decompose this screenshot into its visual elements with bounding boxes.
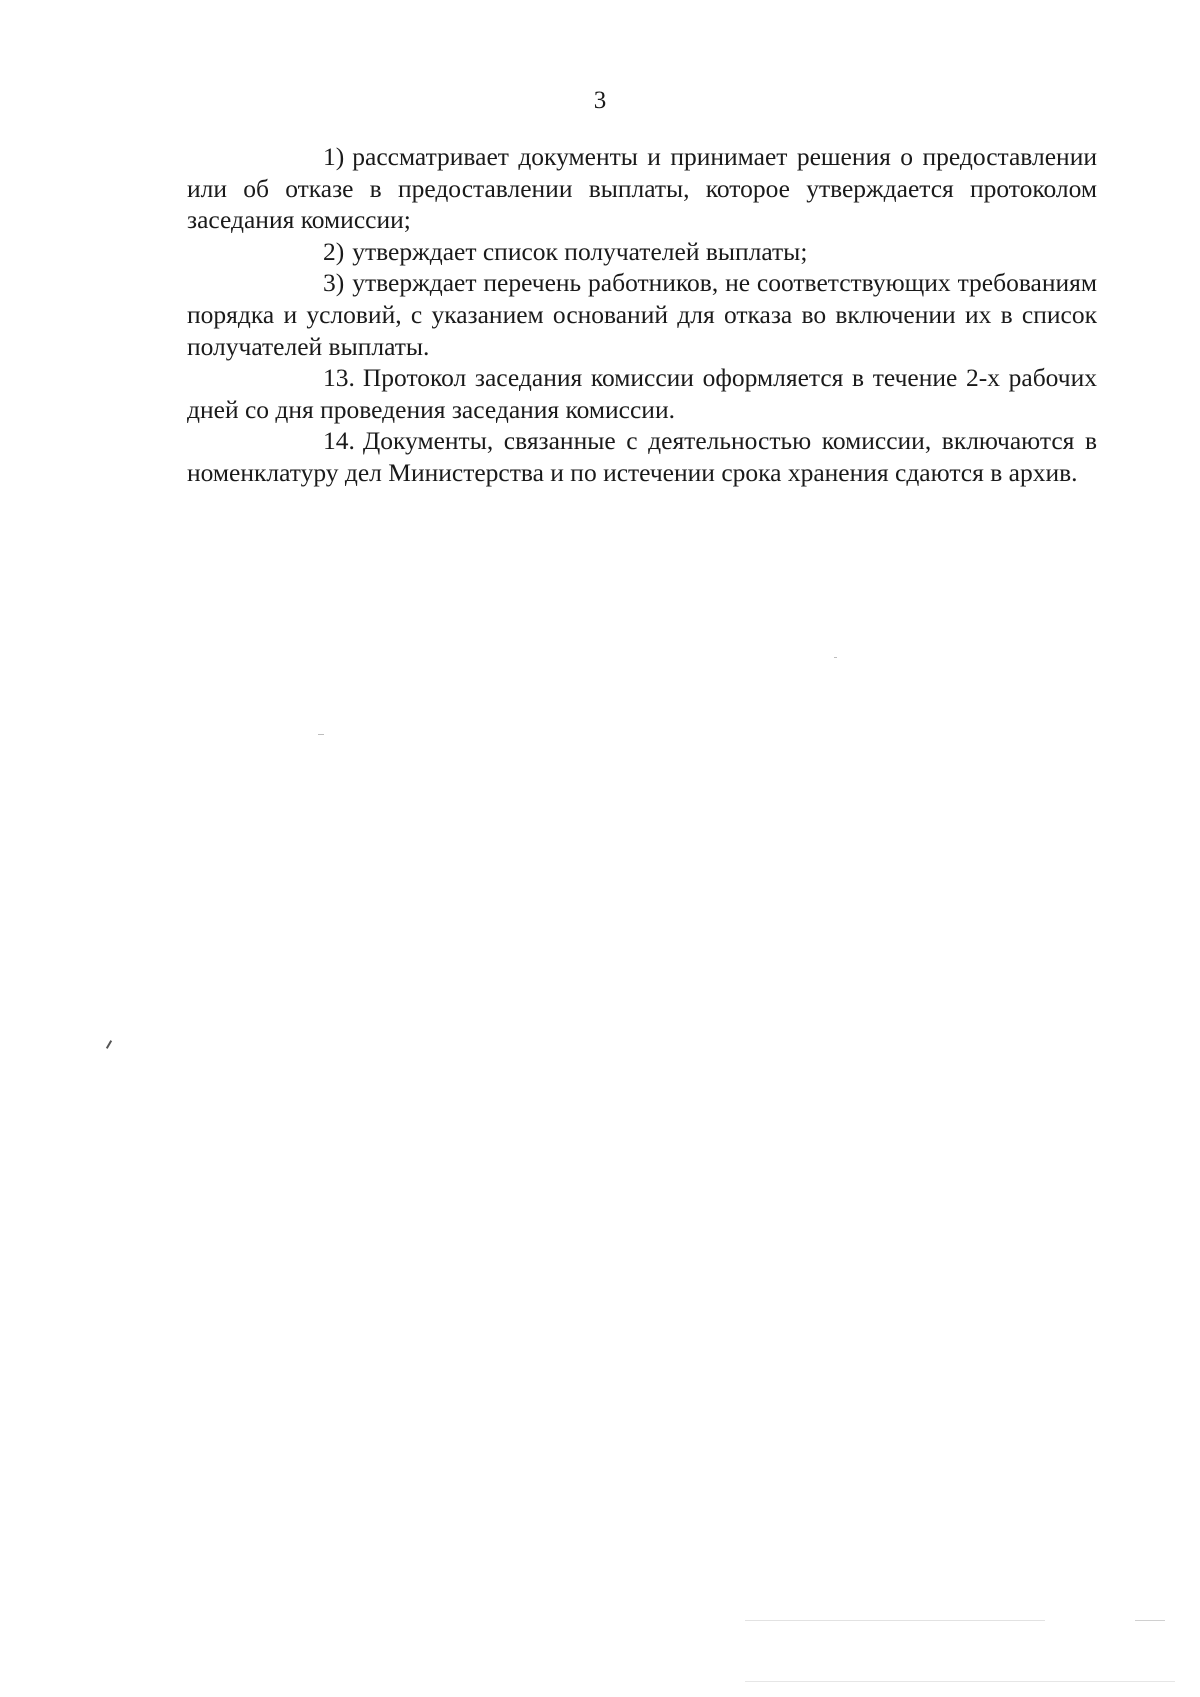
scan-speck bbox=[106, 1040, 112, 1049]
scan-speck bbox=[834, 657, 837, 658]
item-number: 3) bbox=[323, 268, 345, 298]
section-text: Документы, связанные с деятельностью комиссии, включаются в номенклатуру дел Министерства и по истечении срока хранения сдаются в архив. bbox=[187, 426, 1097, 487]
item-text: утверждает список получателей выплаты; bbox=[352, 236, 808, 266]
section-text: Протокол заседания комиссии оформляется в течение 2-х рабочих дней со дня проведения заседания комиссии. bbox=[187, 363, 1097, 424]
item-number: 1) bbox=[323, 142, 345, 171]
scan-speck bbox=[1135, 1620, 1165, 1621]
list-item bbox=[187, 236, 1097, 268]
scan-speck bbox=[745, 1620, 1045, 1621]
item-text: рассматривает документы и принимает решения о предоставлении или об отказе в предоставлении выплаты, которое утверждается протоколом заседания комиссии; bbox=[187, 142, 1097, 235]
list-item bbox=[187, 267, 1097, 362]
document-body bbox=[187, 141, 1097, 489]
section-paragraph bbox=[187, 362, 1097, 425]
section-number: 14. bbox=[323, 426, 355, 456]
list-item bbox=[187, 141, 1097, 236]
item-text: утверждает перечень работников, не соответствующих требованиям порядка и условий, с указанием оснований для отказа во включении их в список получателей выплаты. bbox=[187, 268, 1097, 361]
scan-speck bbox=[318, 734, 324, 735]
section-number: 13. bbox=[323, 363, 355, 393]
page-number: 3 bbox=[593, 87, 607, 114]
section-paragraph bbox=[187, 425, 1097, 488]
scan-speck bbox=[745, 1681, 1175, 1682]
item-number: 2) bbox=[323, 236, 345, 266]
